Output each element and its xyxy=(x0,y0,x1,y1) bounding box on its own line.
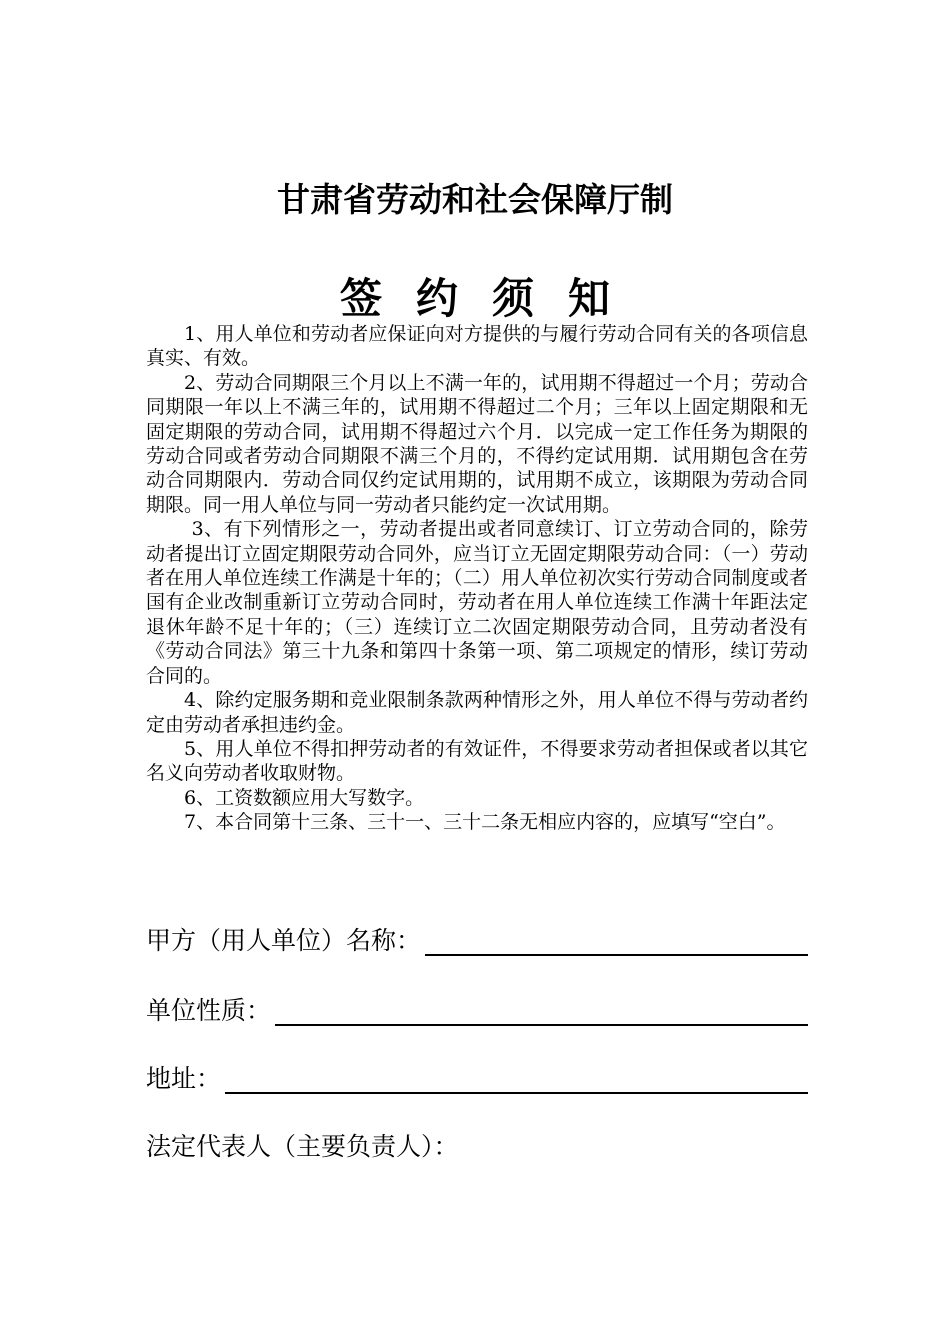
address-field[interactable] xyxy=(225,1062,808,1094)
legal-rep-label: 法定代表人（主要负责人）： xyxy=(146,1132,459,1161)
notice-body xyxy=(146,322,808,835)
unit-nature-label: 单位性质： xyxy=(146,996,272,1025)
employer-name-label: 甲方（用人单位）名称： xyxy=(146,926,422,955)
legal-rep-row xyxy=(146,1126,808,1166)
notice-item-3: 3、有下列情形之一，劳动者提出或者同意续订、订立劳动合同的，除劳动者提出订立固定期限劳动合同外，应当订立无固定期限劳动合同：（一）劳动者在用人单位连续工作满是十年的；（二）用人单位初次实行劳动合同制度或者国有企业改制重新订立劳动合同时，劳动者在用人单位连续工作满十年距法定退休年龄不足十年的；（三）连续订立二次固定期限劳动合同，且劳动者没有《劳动合同法》第三十九条和第四十条第一项、第二项规定的情形，续订劳动合同的。 xyxy=(146,518,808,687)
notice-item-2: 2、劳动合同期限三个月以上不满一年的，试用期不得超过一个月；劳动合同期限一年以上不满三年的，试用期不得超过二个月；三年以上固定期限和无固定期限的劳动合同，试用期不得超过六个月．以完成一定工作任务为期限的劳动合同或者劳动合同期限不满三个月的，不得约定试用期．试用期包含在劳动合同期限内．劳动合同仅约定试用期的，试用期不成立，该期限为劳动合同期限。同一用人单位与同一劳动者只能约定一次试用期。 xyxy=(146,371,808,516)
address-label: 地址： xyxy=(146,1064,222,1093)
unit-nature-row xyxy=(146,990,808,1030)
employer-name-field[interactable] xyxy=(425,924,808,956)
notice-item-4: 4、除约定服务期和竞业限制条款两种情形之外，用人单位不得与劳动者约定由劳动者承担违约金。 xyxy=(146,689,808,736)
address-row xyxy=(146,1058,808,1098)
notice-item-5: 5、用人单位不得扣押劳动者的有效证件，不得要求劳动者担保或者以其它名义向劳动者收取财物。 xyxy=(146,737,808,785)
notice-item-6: 6、工资数额应用大写数字。 xyxy=(184,786,425,809)
issuer-heading: 甘肃省劳动和社会保障厅制 xyxy=(277,180,673,219)
notice-title: 签约须知 xyxy=(339,274,644,323)
unit-nature-field[interactable] xyxy=(275,994,808,1026)
notice-item-7: 7、本合同第十三条、三十一、三十二条无相应内容的，应填写“空白”。 xyxy=(184,811,786,834)
employer-name-row xyxy=(146,920,808,960)
notice-item-1: 1、用人单位和劳动者应保证向对方提供的与履行劳动合同有关的各项信息真实、有效。 xyxy=(146,323,808,370)
